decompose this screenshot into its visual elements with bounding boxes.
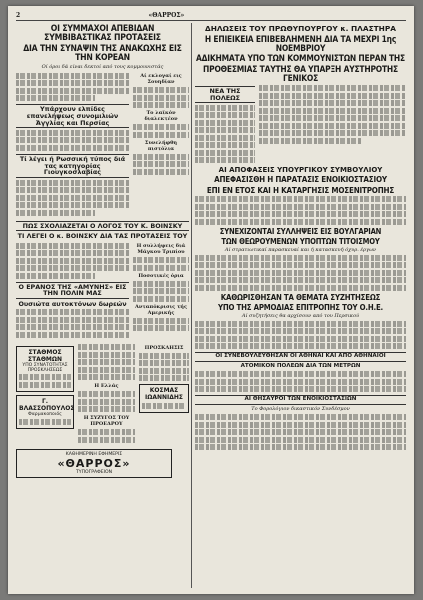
newspaper-page <box>8 6 414 594</box>
lead-headline-2: ΔΙΑ ΤΗΝ ΣΥΝΑΨΙΝ ΤΗΣ ΑΝΑΚΩΧΗΣ ΕΙΣ ΤΗΝ ΚΟΡΕΑΝ <box>23 44 182 64</box>
column-rule <box>191 23 192 588</box>
athens-headline-1: ΟΙ ΣΥΝΕΒΟΥΛΕΥΘΗΣΑΝ ΟΙ ΑΘΗΝΑΙ ΚΑΙ ΑΠΟ ΑΘΗΝΑΙΟΙ <box>195 352 406 362</box>
headline-eranos-2: Ουσιώτα αυτοκτόνων δωρεών <box>18 300 127 308</box>
right-half <box>195 23 406 588</box>
lead-headline-1: ΟΙ ΣΥΜΜΑΧΟΙ ΑΠΕΒΙΔΑΝ ΣΥΜΒΙΒΑΣΤΙΚΑΣ ΠΡΟΤΑΣΕΙΣ <box>44 24 161 44</box>
ad-tharros-head: ΚΑΘΗΜΕΡΙΝΗ ΕΦΗΜΕΡΙΣ <box>65 451 123 457</box>
lead-subheadline: Οί όροι δά είναι δεκτοί από τους κομμουνιστάς <box>41 64 164 71</box>
page-header <box>16 10 406 21</box>
headline-vyshinsky-2: ΤΙ ΛΕΓΕΙ Ο κ. ΒΟΙΝΣΚΥ ΔΙΑ ΤΑΣ ΠΡΟΤΑΣΕΙΣ ΤΟΥ <box>17 232 188 241</box>
side-item-8: Η ΣΥΖΥΓΟΣ ΤΟΥ ΠΡΟΕΔΡΟΥ <box>83 415 130 428</box>
ad-tharros-sub: ΤΥΠΟΓΡΑΦΕΙΟΝ <box>75 469 113 475</box>
rent-headline-1: ΑΙ ΘΗΣΑΥΡΟΙ ΤΩΝ ΕΝΟΙΚΙΟΣΤΑΣΙΩΝ <box>195 395 406 405</box>
left-subcolumn-a <box>16 71 129 218</box>
cabinet-headline-3: ΕΠΙ ΕΝ ΕΤΟΣ ΚΑΙ Η ΚΑΤΑΡΓΗΣΙΣ ΜΟΣΕΝΙΤΡΟΠΗΣ <box>206 185 395 195</box>
side-item-2: Το λαϊκόν διαλεκτέον <box>144 110 178 123</box>
masthead: «ΘΑΡΡΟΣ» <box>148 11 185 19</box>
ad-pharmacist <box>16 395 74 429</box>
side-item-1: Αί εκλογαί εις Σουηδίαν <box>140 73 182 86</box>
side-item-6: Ανταπόκρισις τής Αμερικής <box>135 303 187 316</box>
bulgaria-headline-2: ΤΩΝ ΘΕΩΡΟΥΜΕΝΩΝ ΥΠΟΠΤΩΝ ΤΙΤΟΙΣΜΟΥ <box>221 236 380 246</box>
ad-tharros-title: «ΘΑΡΡΟΣ» <box>57 456 131 470</box>
ad-tharros <box>16 449 172 478</box>
un-headline-2: ΥΠΟ ΤΗΣ ΑΡΜΟΔΙΑΣ ΕΠΙΤΡΟΠΗΣ ΤΟΥ Ο.Η.Ε. <box>217 302 384 312</box>
city-news-title: ΝΕΑ ΤΗΣ ΠΟΛΕΩΣ <box>195 86 255 103</box>
side-item-3: Συνελήφθη πιστόλια <box>144 139 178 152</box>
lead-right-3: ΠΡΟΘΕΣΜΙΑΣ ΤΑΥΤΗΣ ΘΑ ΥΠΑΡΞΗ ΑΥΣΤΗΡΟΤΗΣ ΓΕΝΙΚΟΣ <box>203 64 398 84</box>
ad-stathmos-sub: ΥΠΟ ΣΥΝΑΤΟΤΗΤΑΣ ΠΡΟΣΚΛΗΣΕΩΣ <box>22 362 68 373</box>
pm-statement-headline: ΔΗΛΩΣΕΙΣ ΤΟΥ ΠΡΩΘΥΠΟΥΡΓΟΥ κ. ΠΛΑΣΤΗΡΑ <box>205 24 396 33</box>
headline-russian-press: Τί λέγει ή Ρωσσική τύπος διά τας κατηγορίας Γιουγκοσλαβίας <box>16 154 129 178</box>
lead-right-2: ΑΔΙΚΗΜΑΤΑ ΥΠΟ ΤΩΝ ΚΟΜΜΟΥΝΙΣΤΩΝ ΠΕΡΑΝ ΤΗΣ <box>196 53 405 64</box>
ad-stathmos <box>16 346 74 393</box>
ad-stathmos-title: ΣΤΑΘΜΟΣ ΣΤΑΘΜΩΝ <box>27 348 63 363</box>
left-half <box>16 23 189 588</box>
athens-headline-2: ΑΤΟΜΙΚΟΝ ΠΟΛΕΩΝ ΔΙΑ ΤΩΝ ΜΕΤΡΩΝ <box>240 363 361 370</box>
un-subheadline: Αί συζητήσεις θα αρχίσουν από του Περσικού <box>241 312 360 319</box>
headline-persia: Υπάρχουν ελπίδες επανελήψεως συνομιλιών Άγγλίας και Περσίας <box>16 104 129 128</box>
ad-pharmacist-sub: Φαρμακοποιός <box>28 412 62 418</box>
rent-headline-2: Το Φορολόγιον δικαστικόν Συνδέσμον <box>251 406 350 413</box>
cabinet-headline-1: ΑΙ ΑΠΟΦΑΣΕΙΣ ΥΠΟΥΡΓΙΚΟΥ ΣΥΜΒΟΥΛΙΟΥ <box>218 165 383 174</box>
ad-kosmas-title: ΚΟΣΜΑΣ ΙΩΑΝΝΙΔΗΣ <box>144 387 183 402</box>
side-item-4: Η συλλήψεις διά Μάγκου Τριπίου <box>136 243 186 256</box>
bulgaria-headline-1: ΣΥΝΕΧΙΖΟΝΤΑΙ ΣΥΛΛΗΨΕΙΣ ΕΙΣ ΒΟΥΛΓΑΡΙΑΝ <box>219 226 382 236</box>
side-item-5: Ποσοτικές όρια <box>138 272 184 279</box>
bulgaria-subheadline: Αί στρατιωτικαί παρασκευαί και ή κατασκευή όχυρ. έργων <box>224 246 377 253</box>
headline-vyshinsky-1: ΠΩΣ ΣΧΟΛΙΑΖΕΤΑΙ Ο ΛΟΓΟΣ ΤΟΥ Κ. ΒΟΙΝΣΚΥ <box>16 221 189 232</box>
lead-right-1: Η ΕΠΙΕΙΚΕΙΑ ΕΠΙΒΕΒΛΗΜΕΝΗ ΔΙΑ ΤΑ ΜΕΧΡΙ 1ης ΝΟΕΜΒΡΙΟΥ <box>204 33 397 53</box>
left-subcolumn-b <box>133 71 189 218</box>
side-item-7: Η Ελλάς <box>94 383 119 390</box>
un-headline-1: ΚΑΘΩΡΙΣΘΗΣΑΝ ΤΑ ΘΕΜΑΤΑ ΣΥΖΗΤΗΣΕΩΣ <box>220 292 381 302</box>
side-item-9: ΠΡΟΣΚΛΗΣΙΣ <box>144 344 184 351</box>
cabinet-headline-2: ΑΠΕΦΑΣΙΣΘΗ Η ΠΑΡΑΤΑΣΙΣ ΕΝΟΙΚΙΟΣΤΑΣΙΟΥ <box>214 175 387 185</box>
headline-eranos-1: Ο ΕΡΑΝΟΣ ΤΗΣ «ΑΜΥΝΗΣ» ΕΙΣ ΤΗΝ ΠΟΛΙΝ ΜΑΣ <box>16 282 129 299</box>
page-number: 2 <box>16 11 21 19</box>
ad-kosmas <box>139 384 189 413</box>
ad-pharmacist-title: Γ. ΒΛΑΣΣΟΠΟΥΛΟΣ <box>19 398 75 413</box>
